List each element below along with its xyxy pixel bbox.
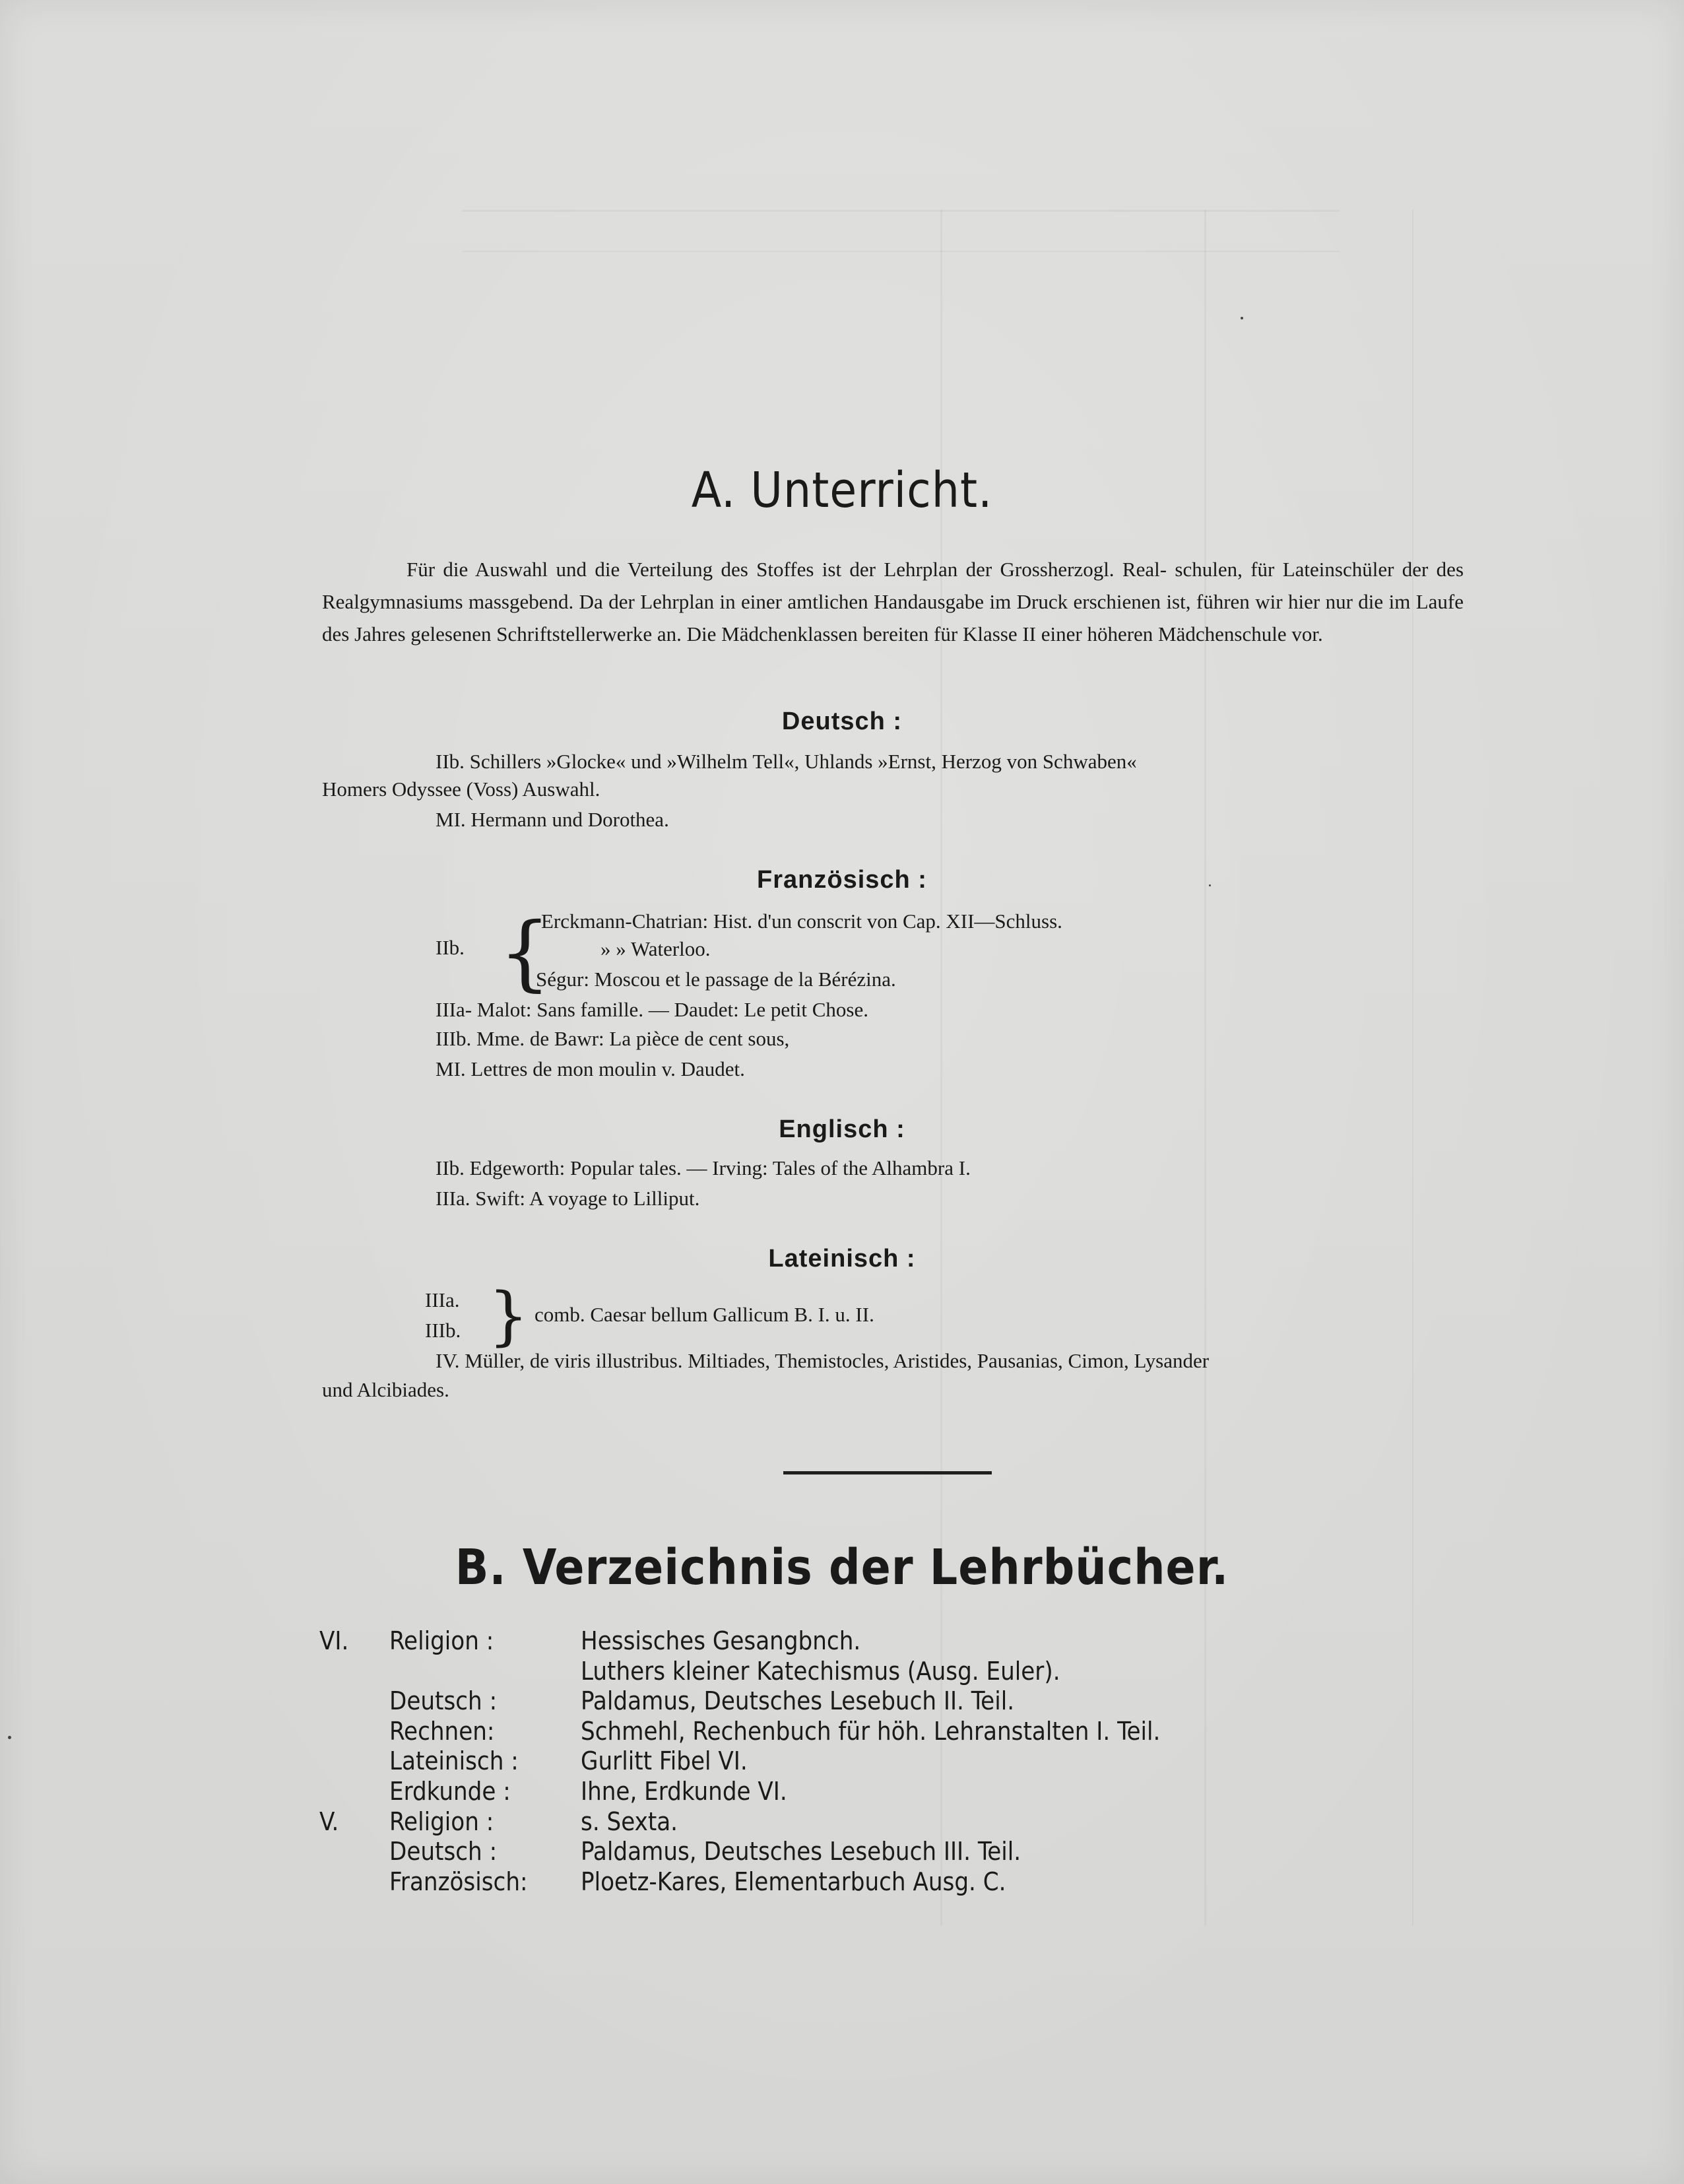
franzoesisch-group-line-2: » » Waterloo.: [600, 937, 711, 960]
book-title: Gurlitt Fibel VI.: [581, 1746, 748, 1775]
textbook-row: [0, 1777, 1684, 1807]
subject-label: Religion :: [389, 1626, 494, 1655]
section-divider: [783, 1471, 992, 1474]
book-title: Paldamus, Deutsches Lesebuch II. Teil.: [581, 1686, 1015, 1715]
section-a-heading: A. Unterricht.: [691, 462, 993, 519]
deutsch-line-3: MI. Hermann und Dorothea.: [436, 808, 669, 831]
textbook-row: [0, 1657, 1684, 1687]
franzoesisch-group-line-1: Erckmann-Chatrian: Hist. d'un conscrit von Cap. XII—Schluss.: [541, 910, 1062, 933]
lateinisch-group-class-2: IIIb.: [425, 1319, 461, 1342]
lateinisch-heading: Lateinisch :: [768, 1245, 916, 1273]
subject-label: Erdkunde :: [389, 1777, 511, 1806]
deutsch-heading: Deutsch :: [781, 708, 903, 735]
intro-line-2: schulen, für Lateinschüler der des Realgymnasiums massgebend. Da der Lehrplan in einer amtlichen: [322, 558, 1464, 613]
franzoesisch-group-line-3: Ségur: Moscou et le passage de la Bérézina.: [536, 968, 896, 991]
dust-speck: [8, 1736, 11, 1739]
book-title: Ihne, Erdkunde VI.: [581, 1777, 787, 1806]
lateinisch-line-1: IV. Müller, de viris illustribus. Miltiades, Themistocles, Aristides, Pausanias, Cimon, Lysander: [436, 1349, 1210, 1372]
book-title: Paldamus, Deutsches Lesebuch III. Teil.: [581, 1837, 1021, 1866]
franzoesisch-line-1: IIIa- Malot: Sans famille. — Daudet: Le petit Chose.: [436, 998, 868, 1021]
subject-label: Rechnen:: [389, 1717, 495, 1746]
deutsch-line-2: Homers Odyssee (Voss) Auswahl.: [322, 778, 600, 801]
deutsch-line-1: IIb. Schillers »Glocke« und »Wilhelm Tell«, Uhlands »Ernst, Herzog von Schwaben«: [436, 750, 1137, 773]
book-title: Ploetz-Kares, Elementarbuch Ausg. C.: [581, 1867, 1006, 1896]
book-title: Schmehl, Rechenbuch für höh. Lehranstalten I. Teil.: [581, 1717, 1161, 1746]
lateinisch-group-text: comb. Caesar bellum Gallicum B. I. u. II.: [534, 1303, 874, 1326]
lateinisch-line-2: und Alcibiades.: [322, 1378, 449, 1401]
franzoesisch-line-2: IIIb. Mme. de Bawr: La pièce de cent sous,: [436, 1027, 790, 1050]
lateinisch-group-class-1: IIIa.: [425, 1288, 460, 1311]
dust-speck: [1241, 317, 1243, 319]
englisch-line-1: IIb. Edgeworth: Popular tales. — Irving: Tales of the Alhambra I.: [436, 1156, 971, 1179]
textbook-row: [0, 1717, 1684, 1747]
curly-brace-icon: {: [488, 1279, 529, 1353]
englisch-line-2: IIIa. Swift: A voyage to Lilliput.: [436, 1187, 700, 1210]
subject-label: Deutsch :: [389, 1837, 498, 1866]
book-title: s. Sexta.: [581, 1807, 678, 1836]
intro-line-3: Handausgabe im Druck erschienen ist, führen wir hier nur die im Laufe des Jahres gelesenen: [322, 590, 1464, 645]
subject-label: Lateinisch :: [389, 1746, 519, 1775]
textbook-row: [0, 1626, 1684, 1657]
bleed-through-rule: [462, 210, 1340, 212]
dust-speck: [1209, 884, 1211, 886]
class-label: VI.: [319, 1626, 349, 1655]
subject-label: Deutsch :: [389, 1686, 498, 1715]
intro-paragraph: [322, 553, 1464, 650]
book-title: Luthers kleiner Katechismus (Ausg. Euler).: [581, 1657, 1060, 1686]
subject-label: Französisch:: [389, 1867, 528, 1896]
textbook-row: [0, 1867, 1684, 1898]
franzoesisch-group-class: IIb.: [436, 936, 465, 959]
englisch-heading: Englisch :: [779, 1115, 905, 1143]
curly-brace-icon: {: [499, 906, 551, 1001]
intro-line-1: Für die Auswahl und die Verteilung des Stoffes ist der Lehrplan der Grossherzogl. Real-: [406, 558, 1167, 581]
textbook-row: [0, 1746, 1684, 1777]
bleed-through-rule: [462, 251, 1340, 252]
book-title: Hessisches Gesangbnch.: [581, 1626, 861, 1655]
section-b-heading: B. Verzeichnis der Lehrbücher.: [455, 1539, 1229, 1596]
textbook-row: [0, 1686, 1684, 1717]
franzoesisch-heading: Französisch :: [757, 866, 927, 894]
textbook-row: [0, 1807, 1684, 1837]
intro-line-4: Schriftstellerwerke an. Die Mädchenklassen bereiten für Klasse II einer höheren Mädchenschule vor.: [496, 622, 1323, 645]
franzoesisch-line-3: MI. Lettres de mon moulin v. Daudet.: [436, 1057, 745, 1080]
class-label: V.: [319, 1807, 339, 1836]
subject-label: Religion :: [389, 1807, 494, 1836]
textbook-row: [0, 1837, 1684, 1867]
